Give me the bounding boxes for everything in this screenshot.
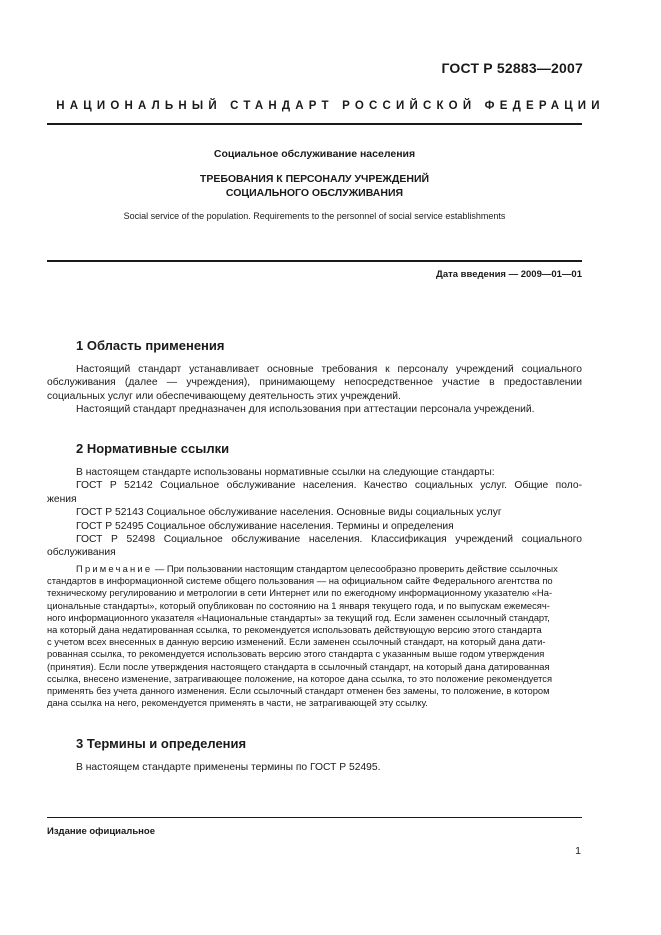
note-line: (принятия). Если после утверждения настоящего стандарта в ссылочный стандарт, на который дана датированная bbox=[47, 660, 550, 672]
title-line: СОЦИАЛЬНОГО ОБСЛУЖИВАНИЯ bbox=[225, 187, 404, 199]
paragraph-line: социальных услуг или обеспечивающему деятельность этих учреждений. bbox=[47, 390, 401, 402]
paragraph-line: В настоящем стандарте применены термины по ГОСТ Р 52495. bbox=[76, 762, 381, 773]
section-heading-scope: 1 Область применения bbox=[76, 338, 225, 353]
references-note bbox=[47, 563, 582, 709]
note-label: Примечание bbox=[76, 563, 153, 574]
note-line: техническому регулированию и метрологии в сети Интернет или по ежегодному информационному указателю «На- bbox=[47, 587, 553, 599]
reference-line: ГОСТ Р 52498 Социальное обслуживание населения. Классификация учреждений социального bbox=[76, 534, 582, 546]
section-heading-references: 2 Нормативные ссылки bbox=[76, 441, 230, 456]
note-line: рованная ссылка, то рекомендуется использовать версию этого стандарта с указанным выше годом утверждения bbox=[47, 648, 545, 660]
note-line bbox=[76, 563, 582, 575]
middle-divider bbox=[47, 260, 582, 262]
reference-line: ГОСТ Р 52495 Социальное обслуживание населения. Термины и определения bbox=[76, 520, 454, 532]
reference-line: ГОСТ Р 52142 Социальное обслуживание населения. Качество социальных услуг. Общие поло- bbox=[76, 480, 582, 492]
top-divider bbox=[47, 123, 582, 125]
introduction-date: Дата введения — 2009—01—01 bbox=[436, 269, 582, 280]
document-title bbox=[47, 172, 582, 200]
note-line: циональные стандарты», который опубликован по состоянию на 1 января текущего года, и по выпускам ежемесяч- bbox=[47, 599, 550, 611]
reference-line: ГОСТ Р 52143 Социальное обслуживание населения. Основные виды социальных услуг bbox=[76, 507, 502, 519]
edition-label: Издание официальное bbox=[47, 826, 155, 837]
reference-line: обслуживания bbox=[47, 547, 116, 559]
document-subject: Социальное обслуживание населения bbox=[213, 148, 416, 160]
paragraph-line: Настоящий стандарт предназначен для использования при аттестации персонала учреждений. bbox=[76, 404, 535, 416]
note-line: ного информационного указателя «Национальные стандарты» за текущий год. Если заменен ссылочный стандарт, bbox=[47, 611, 550, 623]
note-line: ссылка, внесено изменение, затрагивающее положение, на которое дана ссылка, то это положение рекомендуется bbox=[47, 672, 553, 684]
note-line: дана ссылка на него, рекомендуется применять в части, не затрагивающей эту ссылку. bbox=[47, 697, 428, 709]
reference-line: жения bbox=[47, 493, 77, 505]
section-heading-terms: 3 Термины и определения bbox=[76, 736, 247, 751]
paragraph-line: обслуживания (далее — учреждения), принимающему непосредственное участие в предоставлении bbox=[47, 377, 582, 389]
standard-banner: НАЦИОНАЛЬНЫЙ СТАНДАРТ РОССИЙСКОЙ ФЕДЕРАЦИИ bbox=[56, 100, 605, 112]
page-number: 1 bbox=[575, 845, 581, 857]
section-scope-text bbox=[47, 363, 582, 417]
note-text: — При пользовании настоящим стандартом целесообразно проверить действие ссылочных bbox=[152, 563, 558, 574]
section-terms-text bbox=[76, 761, 582, 774]
note-line: с учетом всех внесенных в данную версию изменений. Если заменен ссылочный стандарт, на который дана дати- bbox=[47, 636, 546, 648]
paragraph-line: Настоящий стандарт устанавливает основные требования к персоналу учреждений социального bbox=[76, 364, 582, 375]
document-title-english: Social service of the population. Requirements to the personnel of social service establishments bbox=[123, 211, 506, 221]
note-line: стандартов в информационной системе общего пользования — на официальном сайте Федерального агентства по bbox=[47, 575, 553, 587]
paragraph-line: В настоящем стандарте использованы нормативные ссылки на следующие стандарты: bbox=[76, 467, 495, 478]
note-line: на который дана недатированная ссылка, то рекомендуется использовать действующую версию этого стандарта bbox=[47, 624, 542, 636]
bottom-divider bbox=[47, 817, 582, 818]
note-line: применять без учета данного изменения. Если ссылочный стандарт отменен без замены, то положение, в котором bbox=[47, 685, 550, 697]
title-line: ТРЕБОВАНИЯ К ПЕРСОНАЛУ УЧРЕЖДЕНИЙ bbox=[199, 173, 430, 185]
section-references-text bbox=[47, 466, 582, 560]
document-id: ГОСТ Р 52883—2007 bbox=[441, 60, 583, 76]
